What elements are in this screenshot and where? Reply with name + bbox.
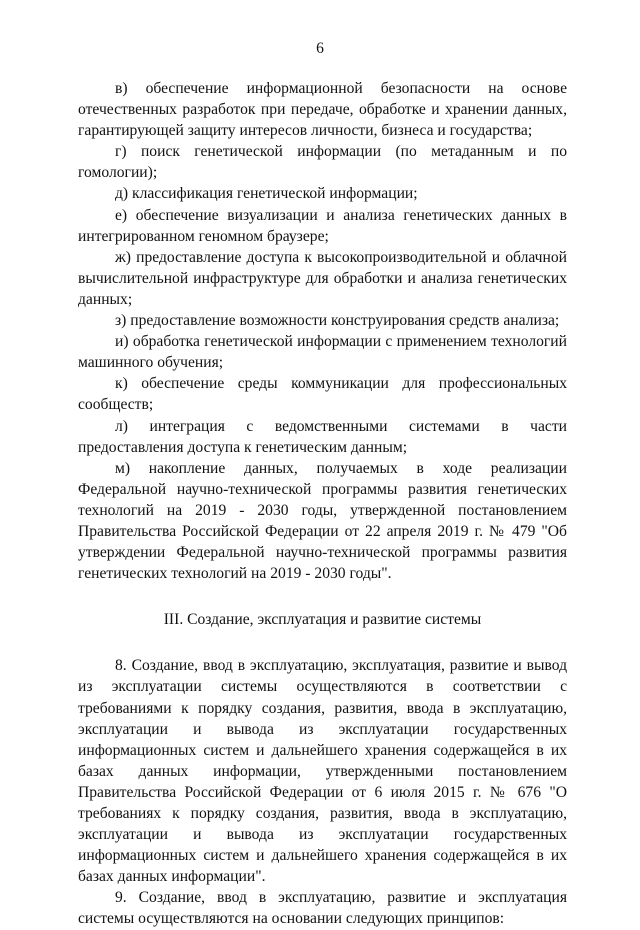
document-body	[78, 78, 567, 930]
section-heading: III. Создание, эксплуатация и развитие системы	[163, 611, 482, 629]
list-item-zh: ж) предоставление доступа к высокопроизводительной и облачной вычислительной инфраструктуре для обработки и анализа генетических данных;	[78, 248, 567, 308]
list-item-k: к) обеспечение среды коммуникации для профессиональных сообществ;	[78, 375, 567, 414]
paragraph-8: 8. Создание, ввод в эксплуатацию, эксплуатация, развитие и вывод из эксплуатации системы осуществляются в соответствии с требованиями к порядку создания, развития, ввода в эксплуатацию, эксплуатации и вывода из эксплуатации государственных информационных систем и дальнейшего хранения содержащейся в их базах данных информации, утвержденными постановлением Правительства Российской Федерации от 6 июля 2015 г. № 676 "О требованиях к порядку создания, развития, ввода в эксплуатацию, эксплуатации и вывода из эксплуатации государственных информационных систем и дальнейшего хранения содержащейся в их базах данных информации".	[78, 657, 567, 886]
list-item-m: м) накопление данных, получаемых в ходе реализации Федеральной научно-технической программы развития генетических технологий на 2019 - 2030 годы, утвержденной постановлением Правительства Российской Федерации от 22 апреля 2019 г. № 479 "Об утверждении Федеральной научно-технической программы развития генетических технологий на 2019 - 2030 годы".	[78, 459, 567, 583]
paragraph-9: 9. Создание, ввод в эксплуатацию, развитие и эксплуатация системы осуществляются на основании следующих принципов:	[78, 889, 567, 928]
page-number: 6	[316, 40, 324, 57]
list-item-l: л) интеграция с ведомственными системами в части предоставления доступа к генетическим данным;	[78, 417, 567, 456]
list-item-e: е) обеспечение визуализации и анализа генетических данных в интегрированном геномном браузере;	[78, 206, 567, 245]
list-item-i: и) обработка генетической информации с применением технологий машинного обучения;	[78, 333, 567, 372]
list-item-v: в) обеспечение информационной безопасности на основе отечественных разработок при передаче, обработке и хранении данных, гарантирующей защиту интересов личности, бизнеса и государства;	[78, 80, 567, 140]
list-item-g: г) поиск генетической информации (по метаданным и по гомологии);	[78, 143, 567, 182]
list-item-z: з) предоставление возможности конструирования средств анализа;	[115, 312, 560, 330]
list-item-d: д) классификация генетической информации;	[115, 185, 418, 203]
